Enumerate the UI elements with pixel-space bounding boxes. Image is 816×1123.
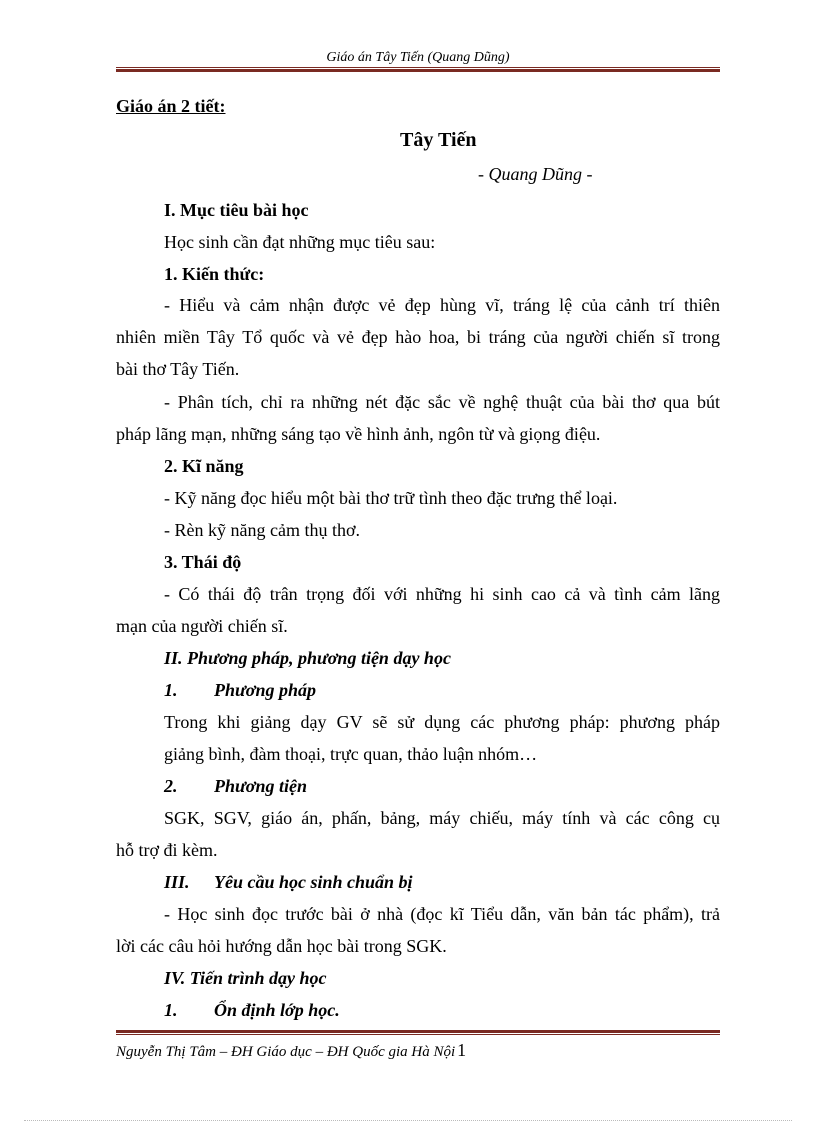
paragraph-line: giảng bình, đàm thoại, trực quan, thảo luận nhóm… <box>164 744 538 764</box>
paragraph-line: - Kỹ năng đọc hiểu một bài thơ trữ tình theo đặc trưng thể loại. <box>164 488 618 508</box>
paragraph-line: bài thơ Tây Tiến. <box>116 359 240 379</box>
section-3-title: Yêu cầu học sinh chuẩn bị <box>214 872 413 892</box>
section-1-1-heading: 1. Kiến thức: <box>164 264 265 284</box>
paragraph-line: nhiên miền Tây Tổ quốc và vẻ đẹp hào hoa, bi tráng của người chiến sĩ trong <box>116 327 720 347</box>
paragraph-line: Trong khi giảng dạy GV sẽ sử dụng các phương pháp: phương pháp <box>164 712 720 732</box>
page-header-title: Giáo án Tây Tiến (Quang Dũng) <box>326 50 510 65</box>
section-4-1-title: Ổn định lớp học. <box>214 1000 340 1020</box>
page-edge-divider <box>24 1120 792 1121</box>
lesson-label: Giáo án 2 tiết: <box>116 96 226 116</box>
section-3-number: III. <box>164 872 190 892</box>
section-1-intro: Học sinh cần đạt những mục tiêu sau: <box>164 232 436 252</box>
section-1-3-heading: 3. Thái độ <box>164 552 242 572</box>
section-4-1-heading <box>164 998 340 1022</box>
header-rule <box>116 67 720 72</box>
paragraph-line: pháp lãng mạn, những sáng tạo về hình ảnh, ngôn từ và giọng điệu. <box>116 424 601 444</box>
section-2-2-title: Phương tiện <box>214 776 307 796</box>
paragraph-line: SGK, SGV, giáo án, phấn, bảng, máy chiếu, máy tính và các công cụ <box>164 808 720 828</box>
paragraph-line: mạn của người chiến sĩ. <box>116 616 288 636</box>
section-4-1-number: 1. <box>164 1000 178 1020</box>
section-1-2-heading: 2. Kĩ năng <box>164 456 244 476</box>
paragraph-line: - Học sinh đọc trước bài ở nhà (đọc kĩ Tiểu dẫn, văn bản tác phẩm), trả <box>164 904 720 924</box>
page-footer <box>116 1040 466 1062</box>
section-3-heading <box>164 870 413 894</box>
section-2-1-number: 1. <box>164 680 178 700</box>
section-2-2-heading <box>164 774 307 798</box>
paragraph-line: - Phân tích, chỉ ra những nét đặc sắc về nghệ thuật của bài thơ qua bút <box>164 392 720 412</box>
section-4-heading: IV. Tiến trình dạy học <box>164 968 327 988</box>
paragraph-line: hỗ trợ đi kèm. <box>116 840 218 860</box>
paragraph-line: lời các câu hỏi hướng dẫn học bài trong SGK. <box>116 936 447 956</box>
section-2-heading: II. Phương pháp, phương tiện dạy học <box>164 648 451 668</box>
section-2-2-number: 2. <box>164 776 178 796</box>
footer-rule <box>116 1029 720 1035</box>
section-1-heading: I. Mục tiêu bài học <box>164 200 309 220</box>
section-2-1-title: Phương pháp <box>214 680 316 700</box>
paragraph-line: - Rèn kỹ năng cảm thụ thơ. <box>164 520 360 540</box>
paragraph-line: - Hiểu và cảm nhận được vẻ đẹp hùng vĩ, tráng lệ của cảnh trí thiên <box>164 295 720 315</box>
footer-author: Nguyễn Thị Tâm – ĐH Giáo dục – ĐH Quốc gia Hà Nội <box>116 1044 456 1060</box>
section-2-1-heading <box>164 678 316 702</box>
poem-title: Tây Tiến <box>400 129 477 151</box>
paragraph-line: - Có thái độ trân trọng đối với những hi sinh cao cả và tình cảm lãng <box>164 584 720 604</box>
poem-author: - Quang Dũng - <box>478 164 593 184</box>
page-number: 1 <box>457 1040 467 1060</box>
